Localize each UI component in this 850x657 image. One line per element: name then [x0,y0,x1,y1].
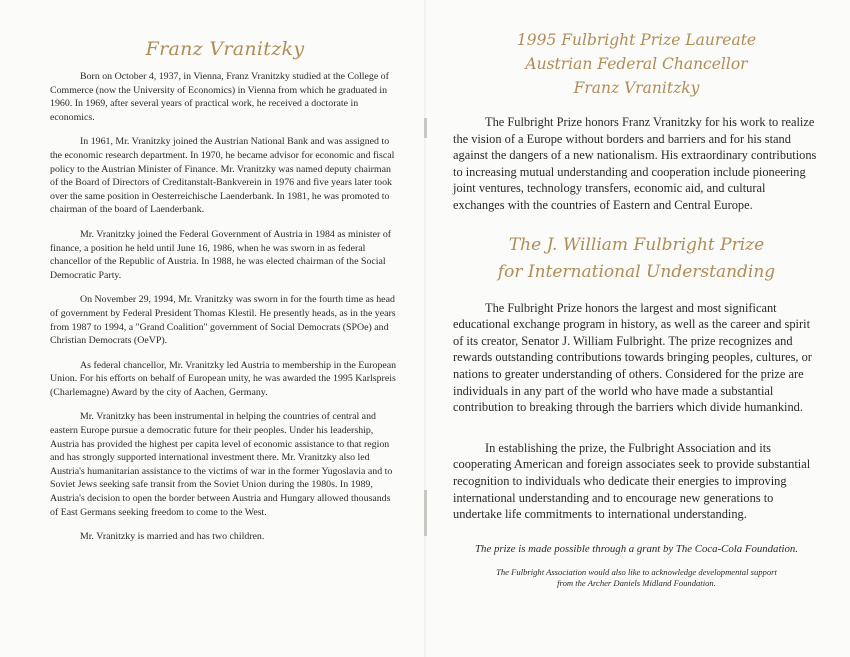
prize-heading [453,232,820,286]
biography-paragraph: In 1961, Mr. Vranitzky joined the Austrian National Bank and was assigned to the economic research department. In 1970, he became advisor for economic and fiscal policy to the Austrian Minister of Finance. Mr. Vranitzky was named deputy chairman of the Board of Directors of Creditanstalt-Bankverein in 1976 and five years later took over the same position in Oesterreichische Laenderbank. In 1981, he was promoted to chairman of the board of Laenderbank. [50,136,395,216]
biography-paragraph: Mr. Vranitzky joined the Federal Government of Austria in 1984 as minister of finance, a position he held until June 16, 1986, when he was sworn in as federal chancellor of the Republic of Austria. In 1988, he was elected chairman of the Social Democratic Party. [50,228,392,281]
heading-line: Franz Vranitzky [573,79,700,97]
laureate-paragraph: The Fulbright Prize honors Franz Vranitzky for his work to realize the vision of a Europe without borders and barriers and for his stand against the dangers of a new nationalism. His extraordinary contributions to increasing mutual understanding and cooperation include pioneering joint ventures, technology transfers, economic aid, and cultural exchanges with the countries of Eastern and Central Europe. [453,115,817,212]
heading-line: Austrian Federal Chancellor [525,55,748,73]
heading-line: The J. William Fulbright Prize [508,234,765,255]
biography-paragraph: Mr. Vranitzky has been instrumental in helping the countries of central and eastern Europe pursue a democratic future for their peoples. Under his leadership, Austria has provided the highest per capita level of economic assistance to that region and has strongly supported international investment there. Mr. Vranitzky also led Austria's humanitarian assistance to the victims of war in the former Yugoslavia and to Soviet Jews seeking safe transit from the Soviet Union during the 1980s. In 1989, Austria's decision to open the border between Austria and Hungary allowed thousands of East Germans seeking freedom to come to the West. [50,411,393,518]
prize-paragraph: The Fulbright Prize honors the largest and most significant educational exchange program in history, as well as the career and spirit of its creator, Senator J. William Fulbright. The prize recognizes and rewards outstanding contributions towards bringing peoples, cultures, or nations to greater understanding of others. Considered for the prize are individuals in any part of the world who have made a substantial contribution to breaking through the barriers which divide humankind. [453,300,812,415]
heading-line: 1995 Fulbright Prize Laureate [516,31,757,49]
sponsor-note: The prize is made possible through a grant by The Coca-Cola Foundation. [475,542,798,555]
biography-paragraph: As federal chancellor, Mr. Vranitzky led Austria to membership in the European Union. For his efforts on behalf of European unity, he was awarded the 1995 Karlspreis (Charlemagne) Award by the city of Aachen, Germany. [50,359,397,398]
heading-line: for International Understanding [497,261,776,282]
biography-title: Franz Vranitzky [145,38,305,60]
biography-paragraph: Born on October 4, 1937, in Vienna, Franz Vranitzky studied at the College of Commerce (now the University of Economics) in Vienna from which he graduated in 1960. In 1969, after several years of practical work, he received a doctorate in economics. [50,71,389,123]
acknowledgement-line: The Fulbright Association would also like to acknowledge developmental support [496,566,777,577]
acknowledgement-line: from the Archer Daniels Midland Foundation. [557,577,716,588]
biography-paragraph: On November 29, 1994, Mr. Vranitzky was sworn in for the fourth time as head of government by Federal President Thomas Klestil. He presently heads, as in the years from 1987 to 1994, a "Grand Coalition" government of Social Democrats (SPOe) and Christian Democrats (OeVP). [50,294,396,347]
prize-paragraph: In establishing the prize, the Fulbright Association and its cooperating American and foreign associates seek to provide substantial recognition to individuals who dedicate their energies to improving international understanding and to encourage new generations to undertake life commitments to international understanding. [453,440,811,522]
laureate-heading [453,28,820,100]
biography-paragraph: Mr. Vranitzky is married and has two children. [80,531,265,543]
right-page [425,0,850,657]
